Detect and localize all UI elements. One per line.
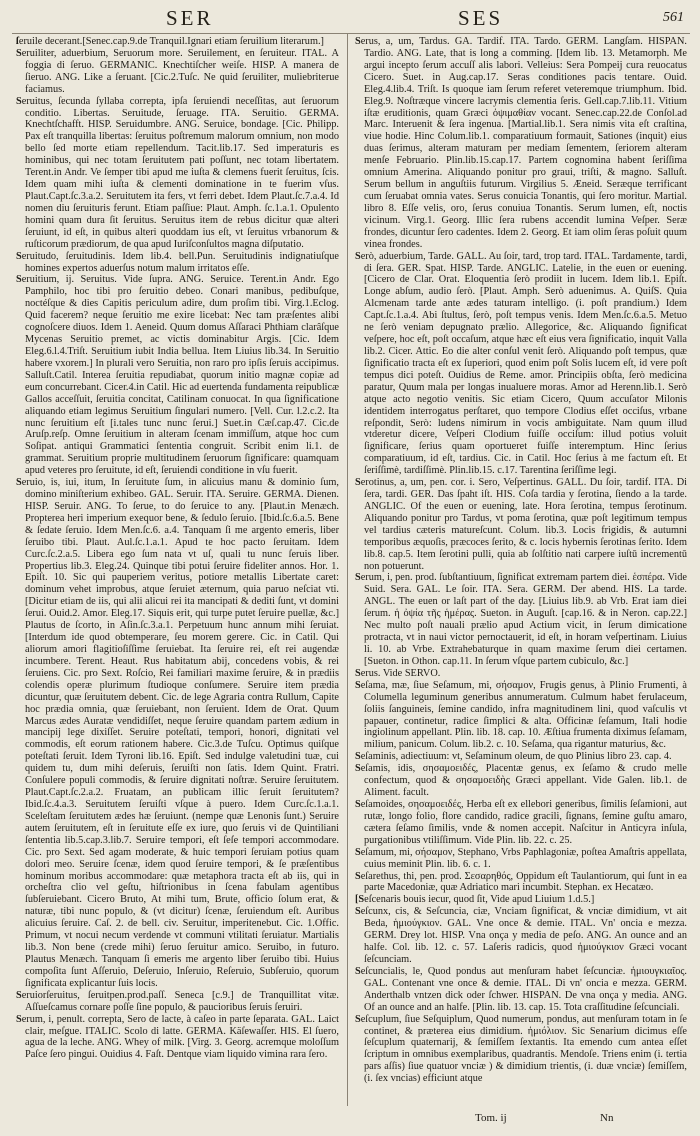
entry: ſeruile decerant.[Senec.cap.9.de Tranquil.Ignari etiam ſeruilium literarum.] <box>16 36 324 47</box>
entry: Seſamoides, σησαμοειδές, Herba eſt ex ellebori generibus, ſimilis ſeſamioni, aut rutæ, longo folio, flore candido, radice gracili, ſignans, ſemine guſtu amaro, cætera ſeſamo ſimilis, vnde & nomen accepit. Naſcitur in Anticyra inſula, purgationibus vtiliſſimum. Vide Plin. lib. 22. c. 25. <box>355 799 687 846</box>
entry: Seſamis, idis, σησαμοειδές, Placentæ genus, ex ſeſamo & crudo melle confectum, quod & σησαμοειδὴς Græci appellant. Vide Galen. lib.1. de Aliment. facult. <box>355 763 687 799</box>
column-divider <box>347 34 348 1106</box>
entry: Seſcuplum, ſiue Seſquiplum, Quod numerum, pondus, aut menſuram totam in ſe continet, & præterea eius dimidium. ἡμιόλιον. Sic Senarium dicimus eſſe ſeſcuplum quaternarij, & ſemiſſem ſextantis. Ita emendo cum antea eſſet ſcriptum in omnibus exemplaribus, quadrantis. Mendoſe. Triens enim (i. tertia pars aſſis) ſiue quatuor vnciæ ) & dimidium trientis, (i. duæ vnciæ) ſemiſſem, (i. ſex vncias) efficiunt atque <box>355 1013 687 1085</box>
entry: Serotinus, a, um, pen. cor. i. Sero, Veſpertinus. GALL. Du ſoir, tardif. ITA. Di ſera, tardi. GER. Das ſpaht iſt. HIS. Coſa tardia y ſerotina, ſiendo a la tarde. ANGLIC. Of the euen or euening, late. Hora ſerotina, tempus ſerotinum. Aliquando ponitur pro Tardus, vt poma ſerotina, quæ poſt legitimum tempus vel tardius cæteris matureſcunt. Colum. lib.3. Locis frigidis, & autumni temporibus æquoſis, præcoces ſerito, & c. locis hybernis ſerotinas ſerito. Idem lib.8. cap.5. Item ſerotini pulli, quia ab ſolſtitio nati carpere iuſtū incrementū non potuerunt. <box>355 477 687 572</box>
running-head-left: SER <box>166 6 214 30</box>
entry: Serò, aduerbium, Tarde. GALL. Au ſoir, tard, trop tard. ITAL. Tardamente, tardi, di ſera. GER. Spat. HISP. Tarde. ANGLIC. Latelie, in the euen or euening. [Cicero de Clar. Orat. Eloquentia ſerò prodiit in lucem. Idem lib.1. Epiſt. Longe abſum, audio ſerò. [Plaut. Amph. Serò aduenimus. A. QuiſS. Quia Alcmenam tarde ante ædes taturam intelligo. (i. poſt prandium.) Idem Capt.ſc.1.a.4. Abi ſtultus, ſerò, poſt tempus venis. Idem Men.ſc.6.a.5. Metuo ne ſerò veniam depugnato prælio. Allegorice, &c. Aliquando ſignificat veſpere, hoc eſt, poſt occaſum, atque hæc eſt eius vera ſignificatio, inquit Valla lib.2. Cicer. Attic. Eo die alter conſul venit ſerò. Aliquando poſt tempus, quæ ſignificatio tracta eſt ex ſuperiori, quod enim poſt Solis lucem eſt, id vere poſt tempus dici poteſt. Ouidius de Reme. amor. Principiis obſta, ſerò medicina paratur, Quum mala per longas inualuere moras. Amor ad Herenn.lib.1. Serò atque acto negotio venitis. Sic etiam Cicero, Quum accuſator Milonis identidem interrogatus perſtaret, quo tempore Clodius eſſet occiſus, vrbane reſpondit, Serò: ludens nimirum in vocis ambiguitate. Nam quum illud vtderetur dicere, Veſperi Clodium fuiſſe occiſum: illud potius voluit ſignificare, ſerius quam oportueret fuiſſe interemptum. Hinc ſerius comparatiuum, id eſt, tardius. Cic. in Catil. Hoc ſerius à me factum eſt. Et ſeriſſimè, tardiſſimè. Plin.lib.15. c.17. Tarentina ſeriſſime legi. <box>355 250 687 477</box>
signature-mark: Nn <box>600 1112 614 1124</box>
entry: Serus. Vide SERVO. <box>355 667 441 679</box>
entry: Seruitium, ij. Seruitus. Vide ſupra. ANG. Seruice. Terent.in Andr. Ego Pamphilo, hoc tibi pro ſeruitio debeo. Conari manibus, pedibuſque, noctéſque & dies Capitis periculum adire, dum proſim tibi. Virg.1.Eclog. Quid facerem? neque ſeruitio me exire licebat: Nec tam præſentes alibi cognoſcere diuos. Idem 1. Aeneid. Quum domus Aſſaraci Phthiam clarâſque Mycenas Seruitio premet, ac victis dominabitur Argis. [Cic. Idem Eleg.6.l.4.Triſt. Seruitium iubit India bellua. Item Liuius lib.34. In Seruitio habere vxorem.] In plurali vero Seruitia, non raro pro ipſis ſeruis accipimus. Salluſt.Catil. Interea ſeruitia repudiabat, quorum initio magnæ copiæ ad eum concurrebant. Cicer.4.in Catil. Hic ad euertenda fundamenta reipublicæ Gallos acceſſuit, ſeruitia concitat, Catilinam conuocat. In qua ſignificatione aliquando etiam legimus Seruitium ſingulari numero. [Vell. Cur. l.2.c.2. Ita nunc ſeruitium eſt [i.tales tunc nunc ſerui.] Suet.in Cæſ.cap.47. Cic.de Aruſp.reſp. Omne ſeruitium in alteram ſcenam immiſſum, atque hoc cum Soſipat. antiqui Grammatici ſententia congruit. Scribit enim li.1. de grammat. Seruitium proprie multitudinem ſeruorum ſignificare: quamquam apud veteres pro ſeruitute, id eſt, ſeruiendi conditione in vſu fuerit. <box>16 274 339 477</box>
page-number: 561 <box>663 10 684 25</box>
running-head-right: SES <box>458 6 504 30</box>
entry: [Seſcenaris bouis iecur, quod ſit, Vide apud Liuium 1.d.5.] <box>355 894 595 906</box>
entry: Seſamum, mi, σήσαμον, Stephano, Vrbs Paphlagoniæ, poſtea Amaſtris appellata, cuius meminit Plin. lib. 6. c. 1. <box>355 846 687 870</box>
entry: Serus, a, um, Tardus. GA. Tardif. ITA. Tardo. GERM. Langſam. HISPAN. Tardio. ANG. Late, that is long a comming. [Idem lib. 13. Metamorph. Me argui incepto ſerum accuſſ alis labori. Velleius: Sera Pompeij cura reuocatus Cicero. Suet. in Aug.cap.17. Seras conditiones pacis tentare. Ouid. Eleg.4.lib.4. Triſt. Is quoque iam ſerum referet veteremque triumphum. Ibid. Eleg.9. Noſtræque vincere lacrymis clementia ſeris. Gell.cap.7.lib.11. Vitium iſtæ eruditionis, quam Græci ὀψιμαθίαν vocant. Senec.cap.22.de Conſol.ad Marc. Interuenit & ſera ingenua. [Martial.lib.1. Sera nimis vita eſt craſtina, viue hodie. Hinc Colum.lib.1. comparatiuum formauit, Sationes (inquit) eius duas ſerimus, alteram maturam per mediam ſementem, ſeriorem alteram menſe Februario. Plin.lib.15.cap.17. Partem cognomina habent ſeriſſima omnium Amerina. Aliquando ponitur pro graui, triſti, & magno. Salluſt. Serum bellum in anguſtiis futurum. Virgilius 5. Æneid. Seræque terrificant cum ſeruabat omnia vates. Serus conuicia Tonantis, qui ſero moritur. Martial. libro 8. Eſſe velis, oro, ſerus conuiua Tonantis. Serum lumen, eſt, noctis vicinum. Virg.1. Georg. Illic ſera rubens accendit lumina Veſper. Seræ frondes, dicuntur ſero cadentes. Idem 2. Georg. Et iam olim ſeras poſuit quum vinea frondes. <box>355 36 687 250</box>
volume-mark: Tom. ij <box>475 1112 507 1124</box>
entry: Seſaminis, adiectiuum: vt, Seſaminum oleum, de quo Plinius libro 23. cap. 4. <box>355 751 672 763</box>
entry: Seruiorſeruitus, ſeruitpen.prod.paſſ. Seneca [c.9.] de Tranquillitat vitæ. Aſſueſcamus cornare poſſe ſine populo, & paucioribus ſeruis ſeruiri. <box>16 989 339 1013</box>
entry: Serum, i, penult. correpta, Sero de lacte, à caſeo in parte ſeparata. GAL. Laict clair, meſgue. ITALIC. Scolo di latte. GERMA. Käſewaſſer. HIS. El ſuero, agua de la leche. ANG. Whey of milk. [Virg. 3. Georg. acremque moloſſum Paſce ſero pingui. Ouidius 4. Faſt. Dentque viam liquido vimina rara ſero. <box>16 1013 339 1061</box>
entry: Seſama, mæ, ſiue Seſamum, mi, σήσαμον, Frugis genus, à Plinio Frumenti, à Columella leguminum generibus annumeratum. Culmum habet ferulaceum, ſoliis ſanguineis, ſemine candido, infra magnitudinem lini, quod vaſculis vt papauer, continetur, radice ſimplici & alta. Officinæ ſeſamum, Itali hodie ingiolinum appellant. Plin. lib. 18. cap. 10. Æſtiua frumenta diximus ſeſamam, milium, panicum. Colum. lib.2. c. 10. Seſama, qua rigantur maturius, &c. <box>355 679 687 751</box>
left-column <box>16 36 339 1102</box>
entry: Seſarethus, thi, pen. prod. Σεσαρηθός, Oppidum eſt Taulantiorum, qui ſunt in ea parte Macedoniæ, quæ Adriatico mari incumbit. Stephan. ex Hecatæo. <box>355 870 687 894</box>
entry: Serum, i, pen. prod. ſubſtantiuum, ſignificat extremam partem diei. ἑσπέρα. Vide Suid. Sera. GAL. Le ſoir. ITA. Sera. GERM. Der abend. HIS. La tarde. ANGL. The euen or laſt part of the day. [Liuius lib.9. ab Vrb. Erat iam diei ſerum. ἡ ὀψία τῆς ἡμέρας. Sueton. in Auguſt. [cap.16. & in Neron. cap.22.] Nec multo poſt nauali prælio apud Actium vicit, in ſerum dimicatione protracta, vt in naui victor pernoctauerit, id eſt, in horam veſpertinam. Liuius li. 10. ab Vrbe. Extrahebaturque in quam maxime ſerum diei certamen. [Sueton. in Othon. cap.11. In ſerum vſque partem cubiculo, &c.] <box>355 572 687 667</box>
header-rule <box>12 33 690 34</box>
entry: Seſcunx, cis, & Seſcuncia, ciæ, Vnciam ſignificat, & vnciæ dimidium, vt ait Beda, ἡμιούγκιον. GAL. Vne once & demie. ITAL. Vn' oncia e mezza. GERM. Drey lot. HISP. Vna onça y media de peſo. ANG. An ounce and an halfe. Col. lib. 12. c. 57. Laſeris radicis, quod ἡμιούγκιον Græci vocant ſeſcunciam. <box>355 906 687 965</box>
entry: Seruio, is, iui, itum, In ſeruitute ſum, in alicuius manu & dominio ſum, domino miniſterium exhibeo. GAL. Seruir. ITA. Seruire. GERMA. Dienen. HISP. Seruir. ANG. To ſerue, to do ſeruice to any. [Plaut.in Menæch. Propterea heri imperium exequor bene, & ſedulo ſeruio. [Ibid.ſc.6.a.5. Bene & ſedate ſeruio. Idem Men.ſc.6. a.4. Tanquam ſi me argento emeris, liber ſeruibo tibi. Plaut. Aul.ſc.1.a.1. Apud te hoc pacto ſeruitam. Idem Curc.ſc.2.a.5. Libera ego ſum nata vt uſ, quali tu nunc ſeruis liber. Propertius lib.3. Eleg.24. Quinque tibi potui ſeruire fideliter annos. Hor. 1. Epiſt. 10. Sic qui pauperiem veritus, potiore metallis Libertate caret: dominum vehet improbus, atque ſeruiet æternum, quia paruo neſciat vti. [Dicitur etiam de iis, qui alii alicui rei ita mancipati & dediti ſunt, vt domini ſerui. Ouid.2. Amor. Eleg.17. Siquis erit, qui turpe putet ſeruire puellæ, &c.] Plautus de ſcorto, in Aſin.ſc.3.a.1. Perpetuum hunc annum mihi ſeruiat. [Interdum ide quod obtemperare, ſeu morem gerere. Cic. in Catil. Qui aliorum amori flagitioſiſſime ſeruiebat. Ita ſeruire rei, eſt rei augendæ incumbere. Terent. Heaut. Rus habitatum abij, concedens vobis, & rei ſeruiens. Cic. pro Sext. Roſcio, Rei familiari maxime ſeruire, & in prædiis colendis operæ plurimum ſtudioque conſumere. Seruire item prædia dicuntur, quæ ſeruitutem debent. Cic. de lege Agraria contra Rullum, Capite hoc prædia omnia, quæ ſeruiebant, non ſeruient. Idem de Orat. Quum Marcus ædes Auratæ vendidiſſet, neque ſeruire quandam partem ædium in mancipij lege dixiſſet. Seruire poteſtati, tempori, honori, dignitati vel commodis, eſt eorum rationem habere. Cic.3.de Tuſcu. Optimus quiſque poteſtati ſeruit. Idem Tyroni lib.16. Epiſt. Sed indulge valetudini tuæ, cui quidem tu, dum mihi deſeruis, ſeruiſti non ſatis. Idem Quint. Fratri. Conſulere populi commodis, & ſeruire dignitati noſtræ. Seruire ſeruitutem. Plaut.Capt.ſc.2.a.2. Fruatam, an publicam illic ſeruit ſeruitutem? Ibid.ſc.4.a.3. Seruitutem ſeruiſti vſque à puero. Idem Curc.ſc.1.a.1. Sceleſtam ſeruitutem ædes hæ ſeruiunt. (nempe quæ Lenonis ſunt.) Seruire autem ſeruitutem, eſt in ſeruitute eſſe ex iure, quo ſeruis vi de Quintiliani ſententia lib.5.cap.3.lib.7. Seruire tempori, eſt ſeſe tempori accommodare. Cic. pro Sext. Sed agam moderate, & huic tempori ſeruiam potius quam dolori meo. Seruire ſcenæ, idem quod ſeruire tempori, & ſe præſentibus hominum moribus accommodare: quæ metaphora tracta eſt ab iis, qui in orcheſtra clio vel geſtu, hiſtrionibus in ſcena fabulam agentibus ſubſeruiebant. Cicero Bruto, At mihi tum, Brute, officio ſolum erat, & naturæ, tibi nunc populo, & (vt dicitur) ſcenæ, ſeruiendum eſt. Auribus alicuius ſeruire. Caſ. 2. de bell. civ. Seruitur, imperitenebut. Cic. 1.Offic. Primum, vt nocui necum verdende vt communi vtilitati ſeruiatur. Martialis lib.3. Non bene (crede mihi) ſeruo ſeruitur amico. Seruibo, in futuro. Plautus Menæch. Tanquam ſi emeris me argento liber ſeruibo tibi. Huius compoſita ſunt Aſſeruio, Deſeruio, Inſeruio, Reſeruio, Subſeruio, quorum ſignificata explicantur ſuis locis. <box>16 477 339 989</box>
entry: Seruitus, ſecunda ſyllaba correpta, ipſa ſeruiendi neceſſitas, aut ſeruorum conditio. Libertas. Seruitude, ſeruage. ITA. Seruitio. GERMA. Knechtſchafft. HISP. Seruidumbre. ANG. Seruice, bondage. [Cic. Philipp. Pax eſt tranquilla libertas: ſeruitus poſtremum malorum omnium, non modo bello ſed morte etiam repellendum. Tacit.lib.17. Sed imperaturis es hominibus, qui nec totam ſeruitutem pati poſſunt, nec totam libertatem. Terent.in Andr. Ve ſemper tibi apud me iuſta & clemens fuerit ſeruitus, ſcis. Idem quam mihi iuſta & clementi dominatione in te fuerim vſus. Plaut.Capt.ſc.3.a.2. Seruitutem ita fers, vt ferri debet. Idem Plaut.ſc.7.a.4. Id nomen diu ſeruituris ferunt. Etiam paſſiue: Plaut. Amph. ſc.1.a.1. Opulento homini quam dura ſit ſeruitus. Seruitus item de rebus dicitur quæ alteri ſeruiunt, id eſt, in quibus alteri quoddam ius eſt, vt ſeruitus vrbanorum & ruſticorum prædiorum, de qua apud Iuriſconſultos magna diſputatio. <box>16 95 339 250</box>
entry: Seruiliter, aduerbium, Seruorum more. Seruilement, en ſeruiteur. ITAL. A foggia di ſeruo. GERMANIC. Knechtiſcher weiſe. HISP. A manera de ſieruo. ANG. Like a ſeruant. [Cic.2.Tuſc. Ne quid ſeruiliter, muliebriterue faciamus. <box>16 47 339 95</box>
entry: Seruitudo, ſeruitudinis. Idem lib.4. bell.Pun. Seruitudinis indignatiuſque homines expertos aduerſus notum malum irritatos eſſe. <box>16 250 339 274</box>
right-column <box>355 36 687 1102</box>
entry: Seſcuncialis, le, Quod pondus aut menſuram habet ſeſcunciæ. ἡμιουγκιαῖος. GAL. Contenant vne once & demie. ITAL. Di vn' oncia e mezza. GERM. Anderthalb vntzen dick oder ſchwer. HISPAN. De vna onça y media. ANG. Of an ounce and an halfe. [Plin. lib. 13. cap. 15. Tota craſſitudine ſeſcunciali. <box>355 965 687 1013</box>
